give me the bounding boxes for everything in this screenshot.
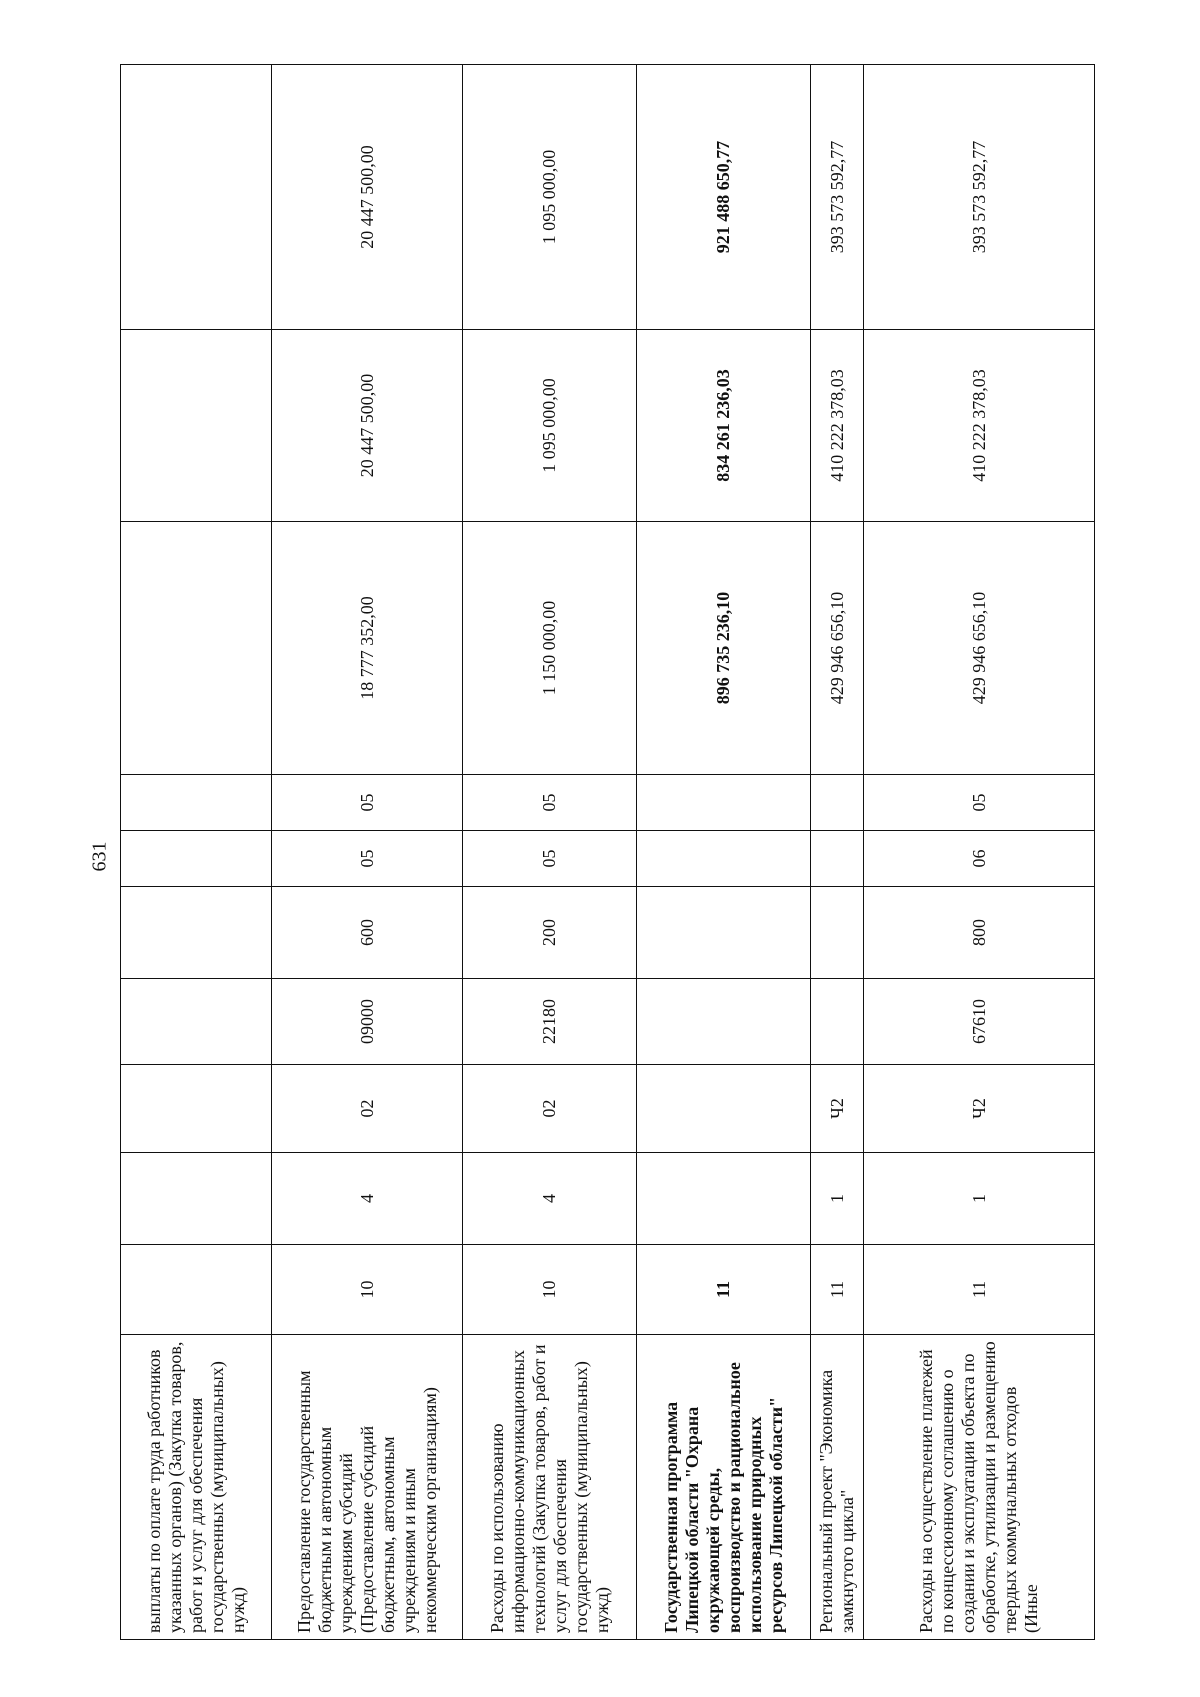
- page-number: 631: [88, 841, 111, 872]
- cell-amount-3: 921 488 650,77: [637, 65, 811, 330]
- cell-code-6: 05: [463, 831, 637, 887]
- cell-code-1: 10: [272, 1245, 463, 1335]
- cell-code-2: 1: [864, 1153, 1095, 1245]
- cell-amount-3: [121, 65, 272, 330]
- cell-code-5: [637, 887, 811, 979]
- budget-table: [120, 64, 1095, 1640]
- table-row: [637, 65, 811, 1640]
- cell-amount-3: 393 573 592,77: [811, 65, 864, 330]
- cell-amount-2: 1 095 000,00: [463, 330, 637, 522]
- cell-code-4: [637, 979, 811, 1065]
- row-description: Предоставление государственным бюджетным и автономным учреждениям субсидий (Предоставление субсидий бюджетным, автономным учреждениям и иным некоммерческим организациям): [272, 1335, 463, 1640]
- cell-amount-1: 429 946 656,10: [864, 522, 1095, 775]
- cell-code-4: 22180: [463, 979, 637, 1065]
- row-description: выплаты по оплате труда работников указанных органов) (Закупка товаров, работ и услуг для обеспечения государственных (муниципальных) нужд): [121, 1335, 272, 1640]
- cell-code-1: 11: [637, 1245, 811, 1335]
- cell-code-1: [121, 1245, 272, 1335]
- table-row: [121, 65, 272, 1640]
- cell-code-1: 11: [811, 1245, 864, 1335]
- cell-code-6: [811, 831, 864, 887]
- cell-code-3: [637, 1065, 811, 1153]
- row-description: Региональный проект "Экономика замкнутого цикла": [811, 1335, 864, 1640]
- cell-code-5: 600: [272, 887, 463, 979]
- cell-code-4: [121, 979, 272, 1065]
- table-row: [864, 65, 1095, 1640]
- cell-amount-1: [121, 522, 272, 775]
- cell-code-1: 11: [864, 1245, 1095, 1335]
- cell-code-2: 4: [272, 1153, 463, 1245]
- table-row: [272, 65, 463, 1640]
- cell-code-6: [121, 831, 272, 887]
- cell-code-7: [637, 775, 811, 831]
- cell-code-3: Ч2: [811, 1065, 864, 1153]
- cell-amount-2: 20 447 500,00: [272, 330, 463, 522]
- cell-amount-3: 20 447 500,00: [272, 65, 463, 330]
- cell-amount-3: 393 573 592,77: [864, 65, 1095, 330]
- rotated-table-container: [120, 65, 1094, 1640]
- cell-amount-1: 896 735 236,10: [637, 522, 811, 775]
- cell-code-6: 05: [272, 831, 463, 887]
- row-description: Расходы по использованию информационно-коммуникационных технологий (Закупка товаров, работ и услуг для обеспечения государственных (муниципальных) нужд): [463, 1335, 637, 1640]
- cell-amount-2: [121, 330, 272, 522]
- cell-amount-2: 410 222 378,03: [864, 330, 1095, 522]
- cell-code-7: [121, 775, 272, 831]
- cell-code-7: 05: [864, 775, 1095, 831]
- cell-amount-1: 1 150 000,00: [463, 522, 637, 775]
- cell-amount-3: 1 095 000,00: [463, 65, 637, 330]
- cell-code-4: 67610: [864, 979, 1095, 1065]
- cell-code-7: [811, 775, 864, 831]
- cell-code-2: [121, 1153, 272, 1245]
- cell-amount-1: 18 777 352,00: [272, 522, 463, 775]
- cell-code-1: 10: [463, 1245, 637, 1335]
- cell-code-4: 09000: [272, 979, 463, 1065]
- cell-code-3: 02: [272, 1065, 463, 1153]
- cell-amount-2: 834 261 236,03: [637, 330, 811, 522]
- row-description: Расходы на осуществление платежей по концессионному соглашению о создании и эксплуатации объекта по обработке, утилизации и размещению твердых коммунальных отходов (Иные: [864, 1335, 1095, 1640]
- cell-code-3: 02: [463, 1065, 637, 1153]
- cell-code-7: 05: [463, 775, 637, 831]
- table-row: [463, 65, 637, 1640]
- row-description: Государственная программа Липецкой области "Охрана окружающей среды, воспроизводство и рациональное использование природных ресурсов Липецкой области": [637, 1335, 811, 1640]
- cell-code-5: 800: [864, 887, 1095, 979]
- cell-code-3: Ч2: [864, 1065, 1095, 1153]
- cell-amount-1: 429 946 656,10: [811, 522, 864, 775]
- cell-code-5: 200: [463, 887, 637, 979]
- cell-code-5: [121, 887, 272, 979]
- cell-code-6: [637, 831, 811, 887]
- cell-code-2: [637, 1153, 811, 1245]
- cell-code-7: 05: [272, 775, 463, 831]
- table-row: [811, 65, 864, 1640]
- cell-code-2: 1: [811, 1153, 864, 1245]
- cell-code-3: [121, 1065, 272, 1153]
- cell-amount-2: 410 222 378,03: [811, 330, 864, 522]
- cell-code-5: [811, 887, 864, 979]
- cell-code-4: [811, 979, 864, 1065]
- cell-code-6: 06: [864, 831, 1095, 887]
- cell-code-2: 4: [463, 1153, 637, 1245]
